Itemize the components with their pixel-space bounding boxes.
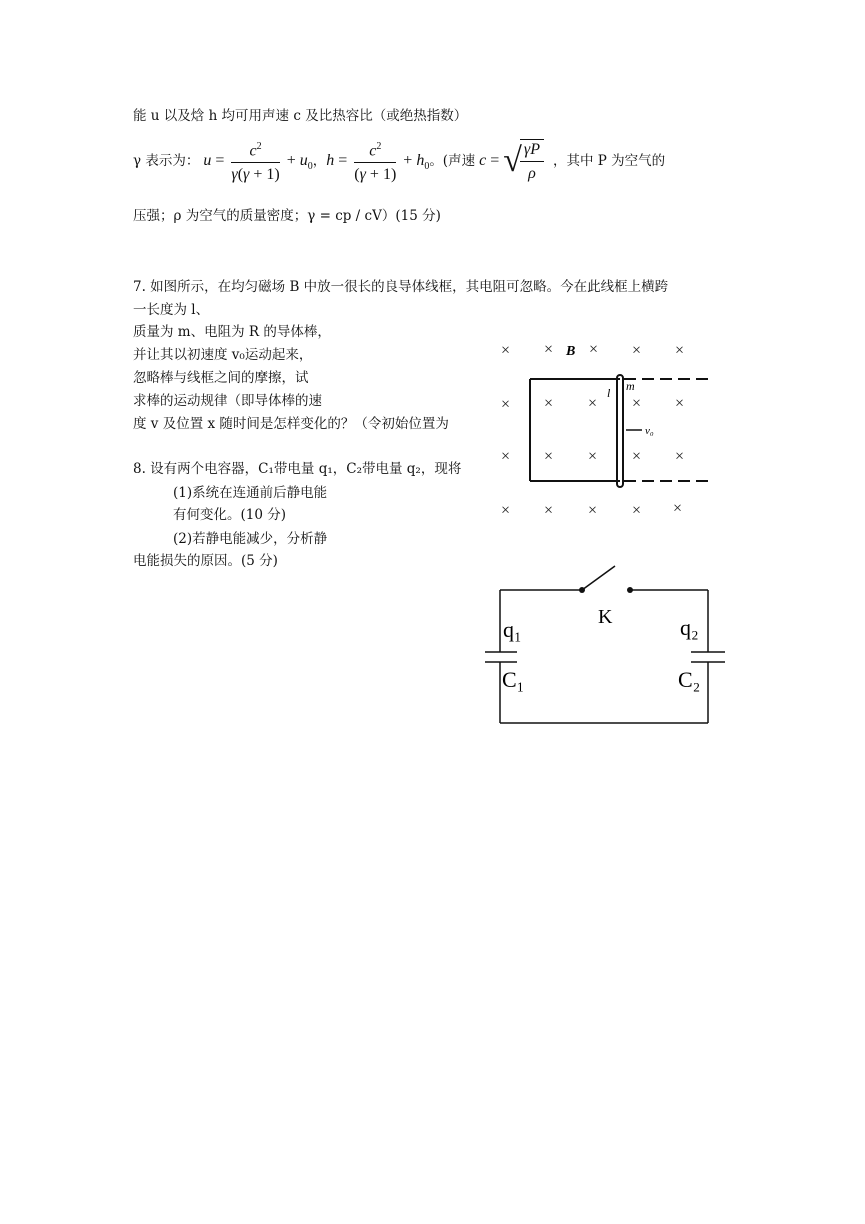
- q6-line-2: γ 表示为： u = $\frac{c^2}{\gamma(\gamma + 1)}$ + $u_0$ ， h = $\frac{c^2}{(\gamma + 1)}$ + $h_0$ 。(声速 c = √ $\frac{\gamma P}{\rho}$ ，其中 P 为空气的: [133, 136, 665, 186]
- cross-12: ×: [544, 448, 554, 465]
- field-crosses: [501, 341, 684, 519]
- switch-K: [579, 566, 633, 593]
- q6-line-1: [133, 106, 467, 126]
- cross-16: ×: [501, 502, 511, 519]
- q6-line2-prefix: γ 表示为：: [133, 153, 200, 169]
- conducting-frame: [530, 379, 712, 481]
- cross-19: ×: [632, 502, 642, 519]
- q2-label: q₂: [680, 615, 699, 640]
- cross-5: ×: [675, 342, 685, 359]
- q7-line-3: 质量为 m、电阻为 R 的导体棒，: [133, 324, 331, 340]
- velocity-label: v₀: [645, 425, 654, 437]
- c2-label: C₂: [678, 667, 701, 692]
- cross-1: ×: [501, 342, 511, 359]
- cross-7: ×: [544, 395, 554, 412]
- cross-4: ×: [632, 342, 642, 359]
- cross-6: ×: [501, 396, 511, 413]
- formula-c: c = √ $\frac{\gamma P}{\rho}$: [479, 139, 547, 184]
- cross-18: ×: [588, 502, 598, 519]
- rod-length-label: l: [607, 386, 611, 400]
- q6-line2-mid: 。(声速: [429, 153, 476, 169]
- q8-line-1: 8. 设有两个电容器，C₁带电量 q₁，C₂带电量 q₂，现将: [133, 461, 462, 477]
- q6-line3-text: 压强；ρ 为空气的质量密度；γ = cp / cV）(15 分): [133, 208, 441, 224]
- q8-line-3: 有何变化。(10 分): [173, 507, 287, 523]
- q7-line-6: 求棒的运动规律（即导体棒的速: [133, 393, 322, 409]
- q7-line-5: 忽略棒与线框之间的摩擦，试: [133, 370, 309, 386]
- q6-line2-suffix: ，其中 P 为空气的: [552, 153, 666, 169]
- cross-20: ×: [673, 500, 683, 517]
- q1-label: q₁: [503, 617, 522, 642]
- conductor-rod: [617, 375, 623, 487]
- q6-line1-text: 能 u 以及焓 h 均可用声速 c 及比热容比（或绝热指数）: [133, 108, 468, 124]
- q8-line-4: (2)若静电能减少，分析静: [173, 531, 328, 547]
- capacitor-circuit-figure: [475, 565, 735, 735]
- field-label-B: B: [566, 344, 576, 359]
- q7-line-2: 一长度为 l、: [133, 302, 210, 318]
- q7-line-7: 度 v 及位置 x 随时间是怎样变化的？（令初始位置为: [133, 416, 449, 432]
- cross-13: ×: [588, 448, 598, 465]
- capacitor-c2-plates: [691, 652, 725, 662]
- formula-h: h = $\frac{c^2}{(\gamma + 1)}$ + $h_0$: [326, 137, 429, 185]
- cross-3: ×: [589, 341, 599, 358]
- rod-mass-label: m: [626, 379, 635, 393]
- switch-label: K: [598, 606, 613, 628]
- cross-15: ×: [675, 448, 685, 465]
- capacitor-c1-plates: [485, 652, 517, 662]
- cross-2: ×: [544, 341, 554, 358]
- q8-line-5: 电能损失的原因。(5 分): [133, 553, 278, 569]
- cross-14: ×: [632, 448, 642, 465]
- q8-line-2: (1)系统在连通前后静电能: [173, 485, 328, 501]
- q7-line-1: 7. 如图所示，在均匀磁场 B 中放一很长的良导体线框，其电阻可忽略。今在此线框上横跨: [133, 279, 669, 295]
- cross-9: ×: [632, 395, 642, 412]
- cross-10: ×: [675, 395, 685, 412]
- cross-17: ×: [544, 502, 554, 519]
- q7-line-4: 并让其以初速度 v₀运动起来，: [133, 347, 313, 363]
- q6-line-3: [133, 206, 441, 226]
- magnetic-field-figure: [490, 335, 725, 525]
- cross-8: ×: [588, 395, 598, 412]
- formula-u: u = $\frac{c^2}{\gamma(\gamma + 1)}$ + $u_0$: [203, 137, 312, 185]
- c1-label: C₁: [502, 667, 525, 692]
- cross-11: ×: [501, 448, 511, 465]
